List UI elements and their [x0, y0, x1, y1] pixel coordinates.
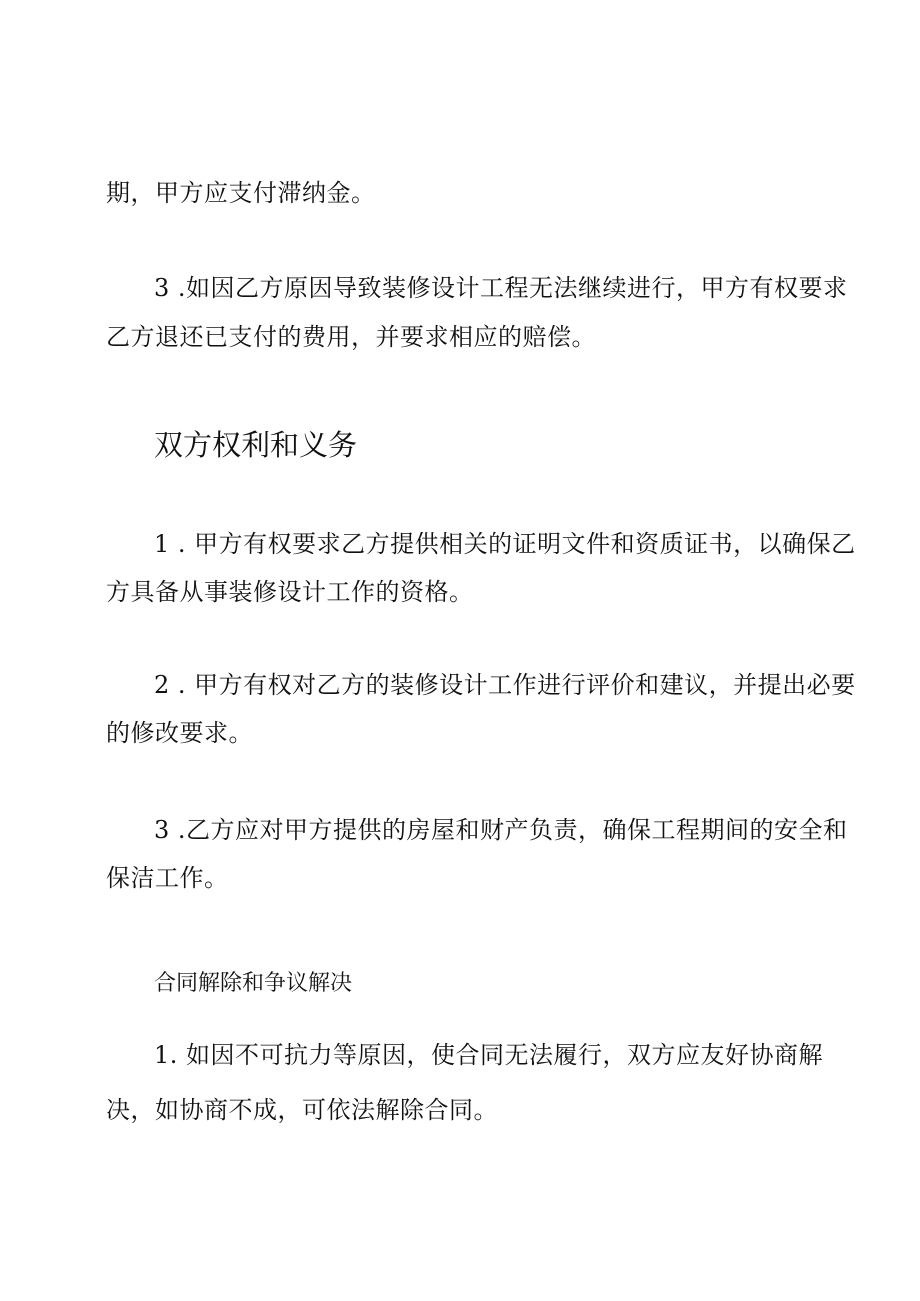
- rights-item-3-line-1: 3 .乙方应对甲方提供的房屋和财产负责，确保工程期间的安全和: [154, 816, 848, 844]
- section-heading-rights-obligations: 双方权利和义务: [154, 428, 358, 462]
- rights-item-2-line-2: 的修改要求。: [106, 719, 253, 747]
- rights-item-2-line-1: 2 . 甲方有权对乙方的装修设计工作进行评价和建议，并提出必要: [154, 671, 856, 699]
- section-heading-termination-disputes: 合同解除和争议解决: [154, 971, 353, 996]
- rights-item-1-line-1: 1 . 甲方有权要求乙方提供相关的证明文件和资质证书，以确保乙: [154, 530, 856, 558]
- rights-item-1-line-2: 方具备从事装修设计工作的资格。: [106, 578, 474, 606]
- rights-item-3-line-2: 保洁工作。: [106, 864, 229, 892]
- clause-3-line-2: 乙方退还已支付的费用，并要求相应的赔偿。: [106, 323, 596, 351]
- clause-3-line-1: 3 .如因乙方原因导致装修设计工程无法继续进行，甲方有权要求: [154, 274, 848, 302]
- paragraph-continuation: 期，甲方应支付滞纳金。: [106, 179, 376, 207]
- termination-item-1-line-1: 1. 如因不可抗力等原因，使合同无法履行，双方应友好协商解: [154, 1041, 824, 1069]
- termination-item-1-line-2: 决，如协商不成，可依法解除合同。: [106, 1096, 498, 1124]
